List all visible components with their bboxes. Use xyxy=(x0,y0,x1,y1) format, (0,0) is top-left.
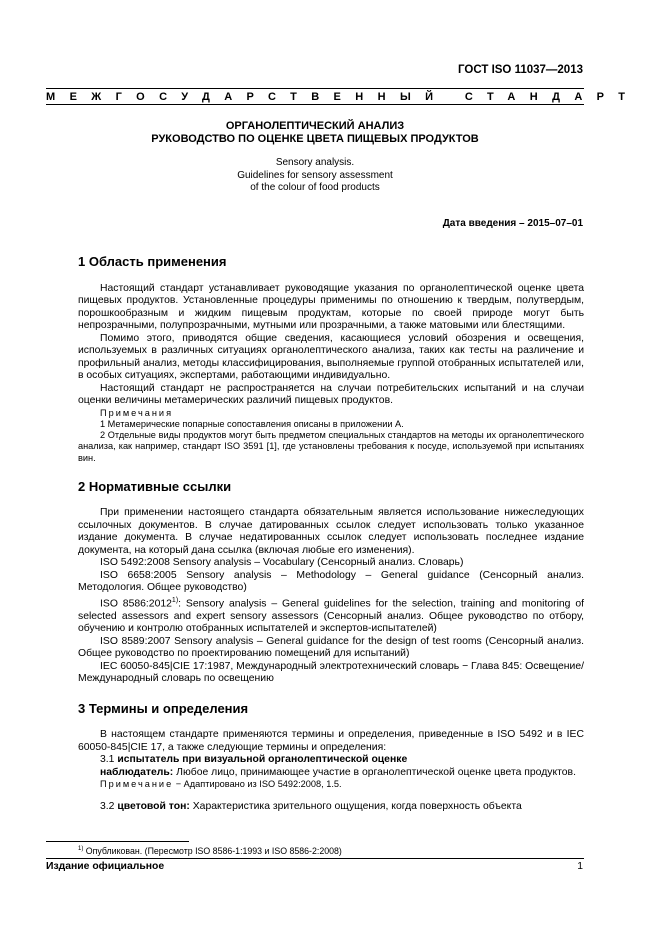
term-3-1-name: испытатель при визуальной органолептической оценке xyxy=(117,754,408,766)
section-2-heading: 2 Нормативные ссылки xyxy=(78,478,232,494)
term-3-1-synonym: наблюдатель: xyxy=(100,766,174,778)
section-1-paragraph-2: Помимо этого, приводятся общие сведения, касающиеся условий обозрения и освещения, используемых в различных ситуациях органолептического анализа, таких как тесты на различение и профильный анализ, методы классифицирования, выполняемые группой отобранных испытателей или, в особых ситуациях, экспертами, работающими индивидуально. xyxy=(78,332,584,381)
section-3-heading: 3 Термины и определения xyxy=(78,700,249,716)
footer-rule xyxy=(46,858,584,859)
english-title-line-2: Guidelines for sensory assessment xyxy=(237,169,393,181)
reference-iso-8589: ISO 8589:2007 Sensory analysis – General guidance for the design of test rooms (Сенсорный анализ. Общее руководство по проектированию помещений для испытаний) xyxy=(78,635,584,660)
term-3-1-note-label: Примечание xyxy=(100,779,174,790)
top-rule xyxy=(46,88,584,89)
official-edition-label: Издание официальное xyxy=(46,861,165,872)
reference-iso-6658: ISO 6658:2005 Sensory analysis – Methodology – General guidance (Сенсорный анализ. Методология. Общее руководство) xyxy=(78,569,584,594)
notes-label: Примечания xyxy=(100,407,174,418)
term-3-1-note-text: − Адаптировано из ISO 5492:2008, 1.5. xyxy=(173,779,342,790)
reference-iso-8586-code: ISO 8586:2012 xyxy=(100,598,172,610)
footnote-text: Опубликован. (Пересмотр ISO 8586-1:1993 и ISO 8586-2:2008) xyxy=(83,846,342,856)
reference-iso-5492: ISO 5492:2008 Sensory analysis – Vocabulary (Сенсорный анализ. Словарь) xyxy=(100,557,464,569)
term-3-2 xyxy=(78,801,584,814)
section-1-heading: 1 Область применения xyxy=(78,254,227,269)
term-3-2-number: 3.2 xyxy=(100,800,115,812)
introduction-date: Дата введения – 2015–07–01 xyxy=(442,218,583,229)
english-title xyxy=(46,157,584,195)
document-title xyxy=(46,120,584,146)
english-title-line-3: of the colour of food products xyxy=(250,182,380,193)
gost-number: ГОСТ ISO 11037—2013 xyxy=(458,64,583,76)
term-3-1-definition-text: Любое лицо, принимающее участие в органолептической оценке цвета продуктов. xyxy=(176,766,576,778)
page-number: 1 xyxy=(577,861,583,872)
banner-rule xyxy=(46,104,584,105)
note-1: 1 Метамерические попарные сопоставления описаны в приложении А. xyxy=(100,418,404,429)
document-body xyxy=(78,256,584,813)
term-3-1-number: 3.1 xyxy=(100,754,115,766)
term-3-1-definition xyxy=(78,767,584,780)
english-title-line-1: Sensory analysis. xyxy=(275,157,355,168)
title-line-1: ОРГАНОЛЕПТИЧЕСКИЙ АНАЛИЗ xyxy=(225,120,405,132)
footnote-ref-1: 1) xyxy=(171,596,179,604)
section-2-paragraph-1: При применении настоящего стандарта обязательным является использование нижеследующих ссылочных документов. В случае датированных ссылок следует использовать только указанное издание документа. В случае недатированных ссылок следует использовать последнее издание документа, на который дана ссылка (включая любые его изменения). xyxy=(78,507,584,556)
footnote-rule xyxy=(46,841,189,842)
term-3-1-note xyxy=(78,779,584,790)
term-3-2-name: цветовой тон: xyxy=(117,800,190,812)
term-3-2-definition: Характеристика зрительного ощущения, когда поверхность объекта xyxy=(192,800,522,812)
footnote-mark: 1) xyxy=(78,846,84,853)
reference-iso-8586-text: : Sensory analysis – General guidelines for the selection, training and monitoring of selected assessors and expert sensory assessors (Сенсорный анализ. Общее руководство по отбору, обучению и контролю отобранных испытателей и экспертов-испытателей) xyxy=(78,598,584,635)
section-1-paragraph-1: Настоящий стандарт устанавливает руководящие указания по органолептической оценке цвета пищевых продуктов. Установленные процедуры применимы по отношению к твердым, полутвердым, порошкообразным и жидким пищевым продуктам, которые по своей природе могут быть непрозрачными, полупрозрачными, мутными или прозрачными, а также матовыми или блестящими. xyxy=(78,282,584,331)
note-2: 2 Отдельные виды продуктов могут быть предметом специальных стандартов на методы их органолептического анализа, как например, стандарт ISO 3591 [1], где установлены требования к посуде, используемой при испытаниях вин. xyxy=(78,430,584,463)
section-3-paragraph-1: В настоящем стандарте применяются термины и определения, приведенные в ISO 5492 и в IEC 60050-845|CIE 17, а также следующие термины и определения: xyxy=(78,729,584,753)
footnote xyxy=(78,846,342,856)
reference-iso-8586 xyxy=(78,595,584,636)
reference-iec-60050: IEC 60050-845|CIE 17:1987, Международный электротехнический словарь − Глава 845: Освещение/Международный словарь по освещению xyxy=(78,660,584,685)
section-1-paragraph-3: Настоящий стандарт не распространяется на случаи потребительских испытаний и на случаи оценки величины метамерических различий пищевых продуктов. xyxy=(78,382,584,406)
title-line-2: РУКОВОДСТВО ПО ОЦЕНКЕ ЦВЕТА ПИЩЕВЫХ ПРОДУКТОВ xyxy=(151,133,479,145)
term-3-1 xyxy=(78,754,584,767)
interstate-standard-banner: МЕЖГОСУДАРСТВЕННЫЙ СТАНДАРТ xyxy=(46,91,640,103)
